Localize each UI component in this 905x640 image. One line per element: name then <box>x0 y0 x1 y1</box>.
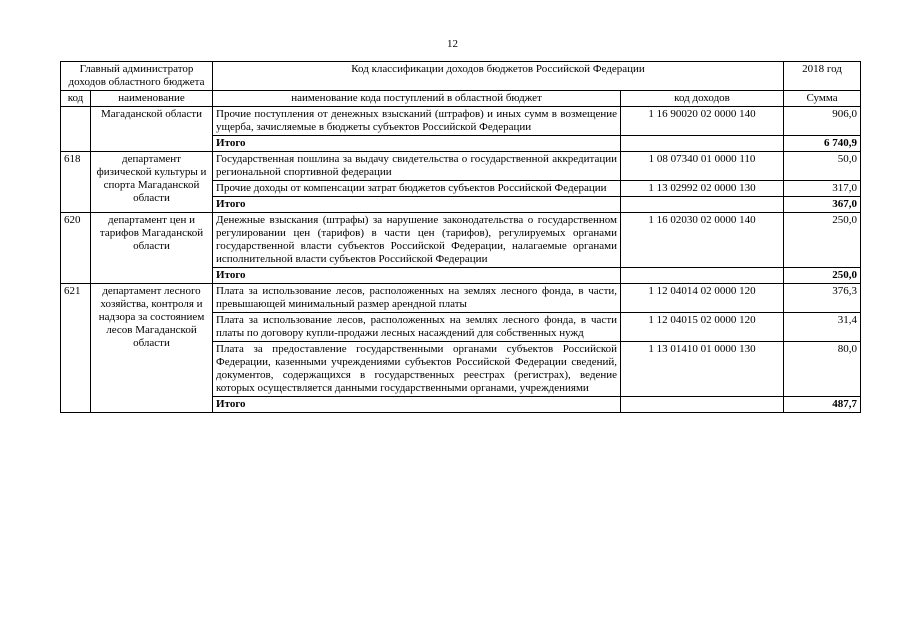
income-code: 1 12 04015 02 0000 120 <box>621 313 784 342</box>
total-label: Итого <box>213 397 621 413</box>
total-amount: 367,0 <box>784 197 861 213</box>
table-header-row <box>61 62 861 91</box>
total-amount: 6 740,9 <box>784 136 861 152</box>
total-code-cell <box>621 136 784 152</box>
income-amount: 31,4 <box>784 313 861 342</box>
admin-code-cell <box>61 107 91 152</box>
table-row <box>61 152 861 181</box>
total-label: Итого <box>213 136 621 152</box>
income-description: Плата за использование лесов, расположенных на землях лесного фонда, в части, превышающей минимальный размер арендной платы <box>213 284 621 313</box>
income-amount: 80,0 <box>784 342 861 397</box>
admin-code-cell: 620 <box>61 213 91 284</box>
income-code: 1 16 90020 02 0000 140 <box>621 107 784 136</box>
income-description: Прочие поступления от денежных взысканий (штрафов) и иных сумм в возмещение ущерба, зачисляемые в бюджеты субъектов Российской Федерации <box>213 107 621 136</box>
income-code: 1 13 02992 02 0000 130 <box>621 181 784 197</box>
income-code: 1 16 02030 02 0000 140 <box>621 213 784 268</box>
income-amount: 317,0 <box>784 181 861 197</box>
revenue-table <box>60 61 861 413</box>
income-amount: 906,0 <box>784 107 861 136</box>
col-name-header: наименование <box>91 91 213 107</box>
col-income-name-header: наименование кода поступлений в областной бюджет <box>213 91 621 107</box>
total-label: Итого <box>213 197 621 213</box>
col-sum-header: Сумма <box>784 91 861 107</box>
page-number: 12 <box>447 38 458 50</box>
income-code: 1 12 04014 02 0000 120 <box>621 284 784 313</box>
admin-name-cell: Магаданской области <box>91 107 213 152</box>
income-description: Денежные взыскания (штрафы) за нарушение законодательства о государственном регулировании цен (тарифов) в части цен (тарифов), регулируемых органами государственной власти субъектов Российской Федерации, налагаемые органами исполнительной власти субъектов Российской Федерации <box>213 213 621 268</box>
admin-name-cell: департамент цен и тарифов Магаданской области <box>91 213 213 284</box>
income-amount: 50,0 <box>784 152 861 181</box>
table-row <box>61 284 861 313</box>
income-description: Государственная пошлина за выдачу свидетельства о государственной аккредитации региональной спортивной федерации <box>213 152 621 181</box>
col-income-code-header: код доходов <box>621 91 784 107</box>
col-code-header: код <box>61 91 91 107</box>
admin-name-cell: департамент лесного хозяйства, контроля и надзора за состоянием лесов Магаданской области <box>91 284 213 413</box>
total-amount: 487,7 <box>784 397 861 413</box>
income-code: 1 13 01410 01 0000 130 <box>621 342 784 397</box>
total-label: Итого <box>213 268 621 284</box>
total-code-cell <box>621 268 784 284</box>
income-amount: 250,0 <box>784 213 861 268</box>
year-header: 2018 год <box>784 62 861 91</box>
income-code: 1 08 07340 01 0000 110 <box>621 152 784 181</box>
total-amount: 250,0 <box>784 268 861 284</box>
income-description: Плата за предоставление государственными органами субъектов Российской Федерации, казенными учреждениями субъектов Российской Федерации сведений, документов, содержащихся в государственных реестрах (регистрах), ведение которых осуществляется данными государственными органами, учреждениями <box>213 342 621 397</box>
total-code-cell <box>621 197 784 213</box>
admin-code-cell: 618 <box>61 152 91 213</box>
classification-group-header: Код классификации доходов бюджетов Российской Федерации <box>213 62 784 91</box>
table-subheader-row <box>61 91 861 107</box>
admin-name-cell: департамент физической культуры и спорта Магаданской области <box>91 152 213 213</box>
admin-group-header: Главный администратор доходов областного бюджета <box>61 62 213 91</box>
total-code-cell <box>621 397 784 413</box>
income-description: Прочие доходы от компенсации затрат бюджетов субъектов Российской Федерации <box>213 181 621 197</box>
table-row <box>61 107 861 136</box>
income-amount: 376,3 <box>784 284 861 313</box>
income-description: Плата за использование лесов, расположенных на землях лесного фонда, в части платы по договору купли-продажи лесных насаждений для собственных нужд <box>213 313 621 342</box>
admin-code-cell: 621 <box>61 284 91 413</box>
table-row <box>61 213 861 268</box>
